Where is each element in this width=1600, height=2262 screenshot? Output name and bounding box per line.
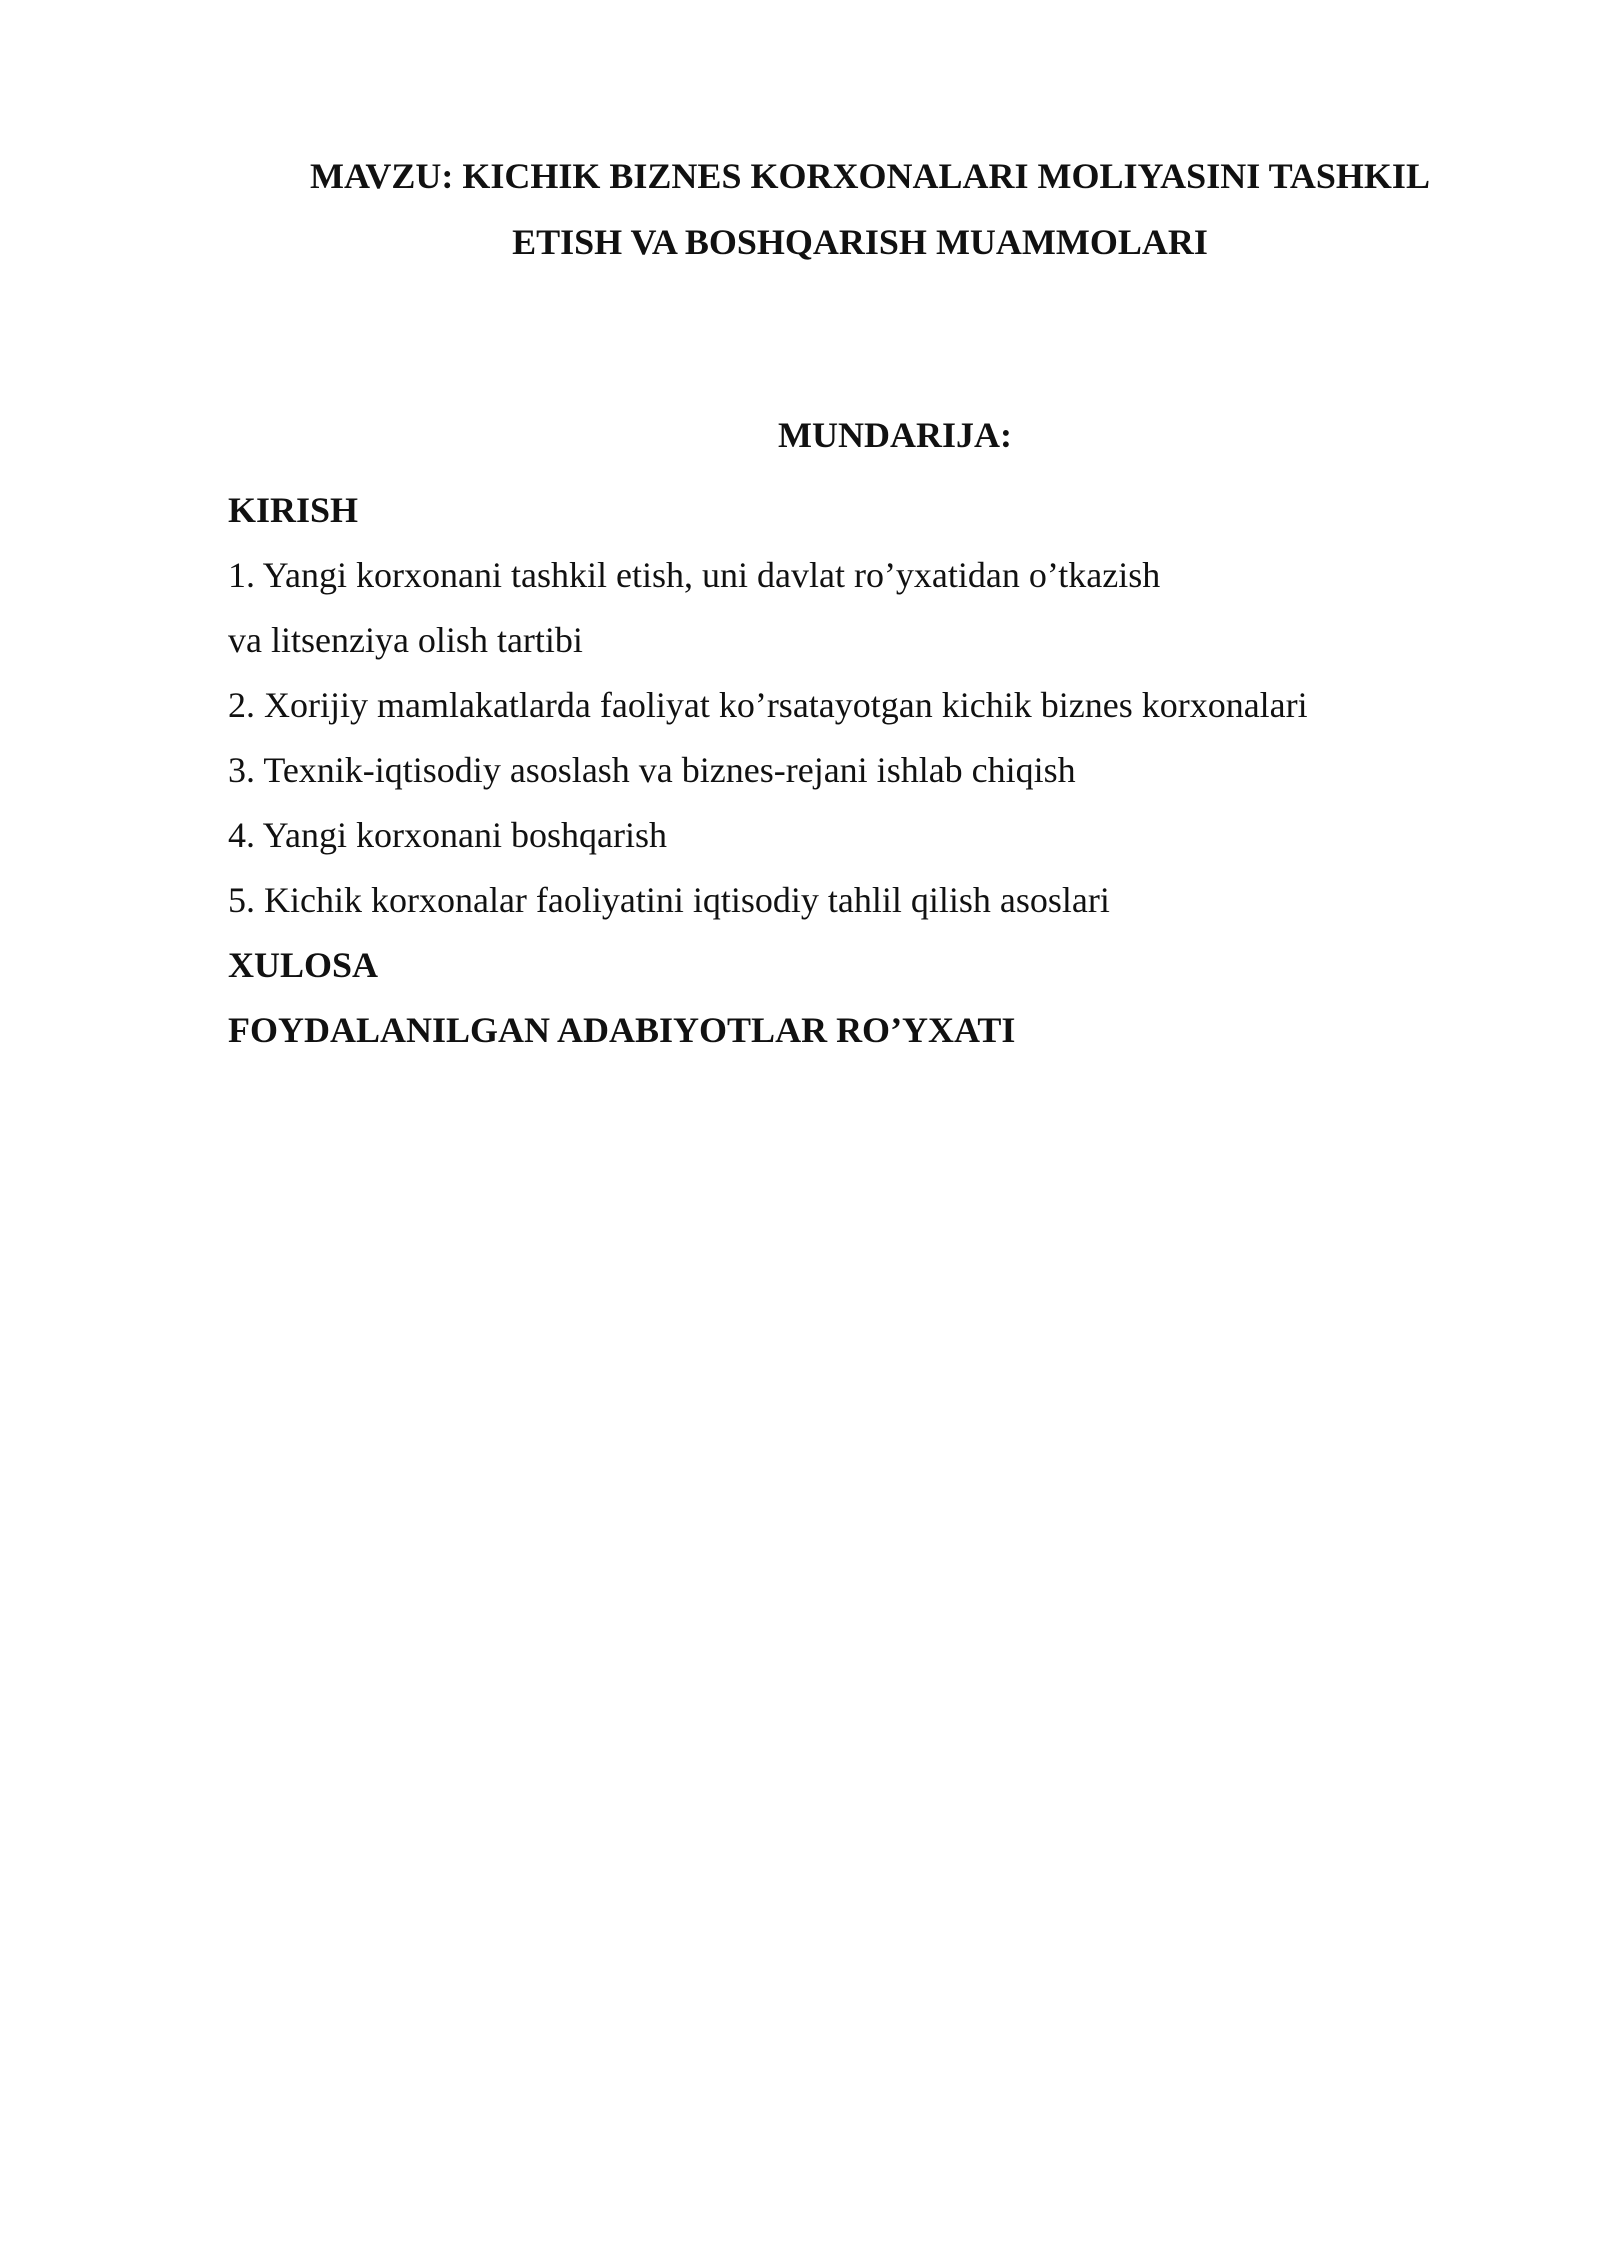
toc-item-1-continued: va litsenziya olish tartibi <box>228 620 583 660</box>
toc-item-1: 1. Yangi korxonani tashkil etish, uni davlat ro’yxatidan o’tkazish <box>228 555 1161 595</box>
toc-heading: MUNDARIJA: <box>778 415 1012 455</box>
toc-item-2: 2. Xorijiy mamlakatlarda faoliyat ko’rsatayotgan kichik biznes korxonalari <box>228 685 1308 725</box>
toc-item-4: 4. Yangi korxonani boshqarish <box>228 815 667 855</box>
table-of-contents <box>228 478 1308 1063</box>
page-title-line-2: ETISH VA BOSHQARISH MUAMMOLARI <box>512 222 1208 262</box>
toc-item-conclusion: XULOSA <box>228 945 379 985</box>
toc-item-5: 5. Kichik korxonalar faoliyatini iqtisodiy tahlil qilish asoslari <box>228 880 1110 920</box>
toc-item-intro: KIRISH <box>228 490 359 530</box>
page-title-line-1: MAVZU: KICHIK BIZNES KORXONALARI MOLIYASINI TASHKIL <box>310 156 1430 196</box>
toc-item-3: 3. Texnik-iqtisodiy asoslash va biznes-rejani ishlab chiqish <box>228 750 1076 790</box>
toc-item-references: FOYDALANILGAN ADABIYOTLAR RO’YXATI <box>228 1010 1016 1050</box>
